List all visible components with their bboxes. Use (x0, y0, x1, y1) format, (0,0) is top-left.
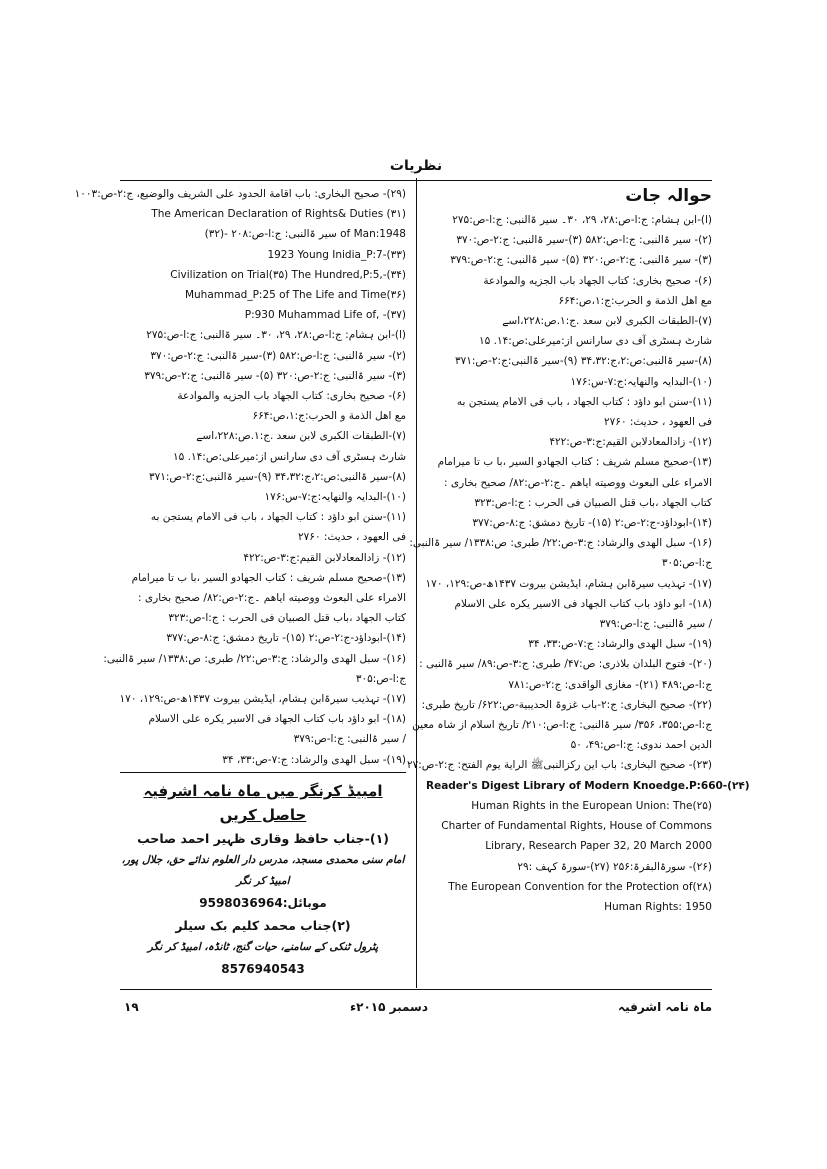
reference-line: The European Convention for the Protection of(۲۸) (448, 880, 712, 893)
reference-line: (۱۰)-البدایہ والنھایہ:ج:۷-س:۱۷۶ (570, 375, 712, 388)
reference-line: (۱۴)-ابوداؤد-ج:۲-ص:۲ (۱۵)- تاریخ دمشق: ج:۸-ص:۳۷۷ (166, 632, 406, 645)
reference-line: (۸)-سیر ۃالنبی:ص:۲،ج:۳۴،۳۲ (۹)-سیر ۃالنبی:ج:۲-ص:۳۷۱ (454, 355, 712, 368)
right-ltr-refs (426, 776, 750, 857)
reference-line: مع اهل الذمة و الحرب:ج:۱،ص:۶۶۴ (252, 410, 406, 423)
reference-line: (۱۳)-صحیح مسلم شریف : کتاب الجهادو السیر ،با ب تا میرامام (131, 571, 406, 584)
reference-line: الامراء علی البعوث ووصیته ایاهم ۔ج:۲-ص:۸۲/ صحیح بخاری : (138, 592, 406, 605)
reference-line: Human Rights: 1950 (604, 900, 712, 913)
page-number: ۱۹ (124, 1000, 139, 1014)
reference-line: (۲۹)- صحیح البخاری: باب اقامة الحدود علی الشریف والوضیع، ج:۲-ص:۱۰۰۳ (74, 188, 406, 200)
reference-line: The American Declaration of Rights& Duties (۳۱) (151, 208, 406, 221)
reference-line: (۲۶)- سورۃالبقرۃ:۲۵۶ (۲۷)-سورۃ کہف :۲۹ (517, 860, 712, 873)
right-refs-list (406, 210, 712, 776)
reference-line: ج:ا-ص:۳۰۵ (355, 672, 406, 685)
reference-line: (۷)-الطبقات الکبری لابن سعد .ج:۱.ص:۲۲۸،اسے (502, 315, 712, 328)
footer-rule (120, 989, 712, 990)
reference-line: (ا)-ابن ہشام: ج:ا-ص:۲۸، ۲۹، ۳۰۔ سیر ۃالنبی: ج:ا-ص:۲۷۵ (452, 214, 712, 226)
references-heading: حوالہ جات (625, 186, 712, 206)
reference-line: (۲۳)- صحیح البخاری: باب این رکزالنبیﷺ الرایة یوم الفتح: ج:۲-ص:۲۷ (406, 759, 712, 772)
reference-line: (۱۴)-ابوداؤد-ج:۲-ص:۲ (۱۵)- تاریخ دمشق: ج:۸-ص:۳۷۷ (472, 517, 712, 530)
reference-line: Reader's Digest Library of Modern Knoedge.P:660-(۲۴) (426, 779, 750, 792)
magazine-name: ماہ نامہ اشرفیہ (618, 1000, 712, 1014)
reference-line: Muhammad_P:25 of The Life and Time(۳۶) (184, 289, 406, 302)
reference-line: ج:ا-ص:۳۰۵ (661, 557, 712, 570)
reference-line: (۱۳)-صحیح مسلم شریف : کتاب الجهادو السیر ،با ب تا میرامام (437, 456, 712, 469)
page (74, 150, 750, 1020)
reference-line: P:930 Muhammad Life of, -(۳۷) (244, 309, 406, 322)
reference-line: کتاب الجهاد ،باب قتل الصبیان فی الحرب : ج:ا-ص:۳۲۳ (168, 612, 406, 625)
reference-line: (۱۲)- زادالمعادلابن القیم:ج:۳-ص:۴۲۲ (549, 436, 712, 449)
ad-address-2: پٹرول ٹنکی کے سامنے، حیات گنج، ٹانڈہ، امبیڈ کر نگر (147, 940, 379, 953)
reference-line: (۱۲)- زادالمعادلابن القیم:ج:۳-ص:۴۲۲ (243, 551, 406, 564)
reference-line: (۲)- سیر ۃالنبی: ج:ا-ص:۵۸۲ (۳)-سیر ۃالنبی: ج:۲-ص:۳۷۰ (150, 349, 406, 362)
reference-line: (۳۲)- سیر ۃالنبی: ج:ا-ص:۲۰۸ of Man:1948 (204, 228, 406, 241)
reference-line: (۱۶)- سبل الھدی والرشاد: ج:۳-ص:۲۲/ طبری: ص:۱۳۳۸/ سیر ۃالنبی: (103, 652, 406, 665)
reference-line: الدین احمد ندوی: ج:ا-ص:۴۹، ۵۰ (570, 739, 712, 752)
right-ltr-refs-2 (426, 877, 712, 917)
right-column (406, 184, 750, 917)
reference-line: (۱۹)- سبل الھدی والرشاد: ج:۷-ص:۳۳، ۳۴ (528, 638, 712, 651)
ad-rule (120, 772, 406, 773)
reference-line: (۳)- سیر ۃالنبی: ج:۲-ص:۳۲۰ (۵)- سیر ۃالنبی: ج:۲-ص:۳۷۹ (450, 254, 712, 267)
reference-line: کتاب الجهاد ،باب قتل الصبیان فی الحرب : ج:ا-ص:۳۲۳ (474, 496, 712, 509)
reference-line: 1923 Young Inidia_P:7-(۳۳) (267, 248, 406, 261)
ad-title: امبیڈ کرنگر میں ماہ نامہ اشرفیہ حاصل کریں (143, 781, 383, 824)
reference-line: (۲)- سیر ۃالنبی: ج:ا-ص:۵۸۲ (۳)-سیر ۃالنبی: ج:۲-ص:۳۷۰ (456, 234, 712, 247)
reference-line: (۱۹)- سبل الھدی والرشاد: ج:۷-ص:۳۳، ۳۴ (222, 753, 406, 766)
reference-line: (۱۶)- سبل الھدی والرشاد: ج:۳-ص:۲۲/ طبری: ص:۱۳۳۸/ سیر ۃالنبی: (409, 537, 712, 550)
left-ltr-refs (120, 204, 406, 325)
reference-line: Library, Research Paper 32, 20 March 2000 (485, 840, 712, 853)
left-column (74, 184, 406, 980)
reference-line: (۱۱)-سنن ابو داؤد : کتاب الجهاد ، باب فی الامام یستجن به (150, 511, 406, 524)
reference-line: (۱۷)- تہذیب سیرۃابن ہشام، ایڈیشن بیروت ۱۴۳۷ھ-ص:۱۲۹، ۱۷۰ (119, 693, 406, 706)
reference-line: / سیر ۃالنبی: ج:ا-ص:۳۷۹ (293, 733, 406, 746)
reference-line: فی العهود ، حدیث: ۲۷۶۰ (604, 416, 712, 429)
issue-date: دسمبر ۲۰۱۵ء (350, 1000, 428, 1014)
ad-phone-2: 8576940543 (221, 961, 305, 976)
reference-line: شارٹ ہسٹری آف دی سارانس از:میرعلی:ص:۱۴. ۱۵ (479, 335, 712, 348)
reference-line: فی العهود ، حدیث: ۲۷۶۰ (298, 531, 406, 544)
ad-contact-1: (۱)-جناب حافظ وقاری ظہیر احمد صاحب (137, 830, 389, 846)
reference-line: (۱۷)- تہذیب سیرۃابن ہشام، ایڈیشن بیروت ۱۴۳۷ھ-ص:۱۲۹، ۱۷۰ (425, 577, 712, 590)
page-footer (120, 992, 712, 1020)
reference-line: Charter of Fundamental Rights, House of Commons (441, 820, 712, 833)
reference-line: (۲۰)- فتوح البلدان بلاذری: ص:۴۷/ طبری: ج:۳-ص:۸۹/ سیر ۃالنبی : (419, 658, 712, 671)
reference-line: (۲۲)- صحیح البخاری: ج:۲-باب غزوۃ الحدیبیة-ص:۶۲۲/ تاریخ طبری: (421, 698, 712, 711)
ad-address-1: امام سنی محمدی مسجد، مدرس دار العلوم ندائے حق، جلال پور، امبیڈ کر نگر (121, 853, 405, 887)
page-header-title: نظریات (389, 158, 443, 174)
column-divider (416, 178, 417, 988)
reference-line: (۳)- سیر ۃالنبی: ج:۲-ص:۳۲۰ (۵)- سیر ۃالنبی: ج:۲-ص:۳۷۹ (144, 369, 406, 382)
reference-line: (۸)-سیر ۃالنبی:ص:۲،ج:۳۴،۳۲ (۹)-سیر ۃالنبی:ج:۲-ص:۳۷۱ (148, 470, 406, 483)
reference-line: (۷)-الطبقات الکبری لابن سعد .ج:۱.ص:۲۲۸،اسے (196, 430, 406, 443)
left-refs-list (103, 325, 406, 769)
ad-phone-1: موبائل:9598036964 (199, 895, 327, 910)
reference-line: Human Rights in the European Union: The(۲۵) (471, 799, 712, 812)
reference-line: (۱۱)-سنن ابو داؤد : کتاب الجهاد ، باب فی الامام یستجن به (456, 395, 712, 408)
reference-line: / سیر ۃالنبی: ج:ا-ص:۳۷۹ (599, 618, 712, 631)
reference-line: (۱۰)-البدایہ والنھایہ:ج:۷-س:۱۷۶ (264, 491, 406, 504)
reference-line: Civilization on Trial(۳۵) The Hundred,P:5,-(۳۴) (170, 268, 406, 281)
reference-line: مع اهل الذمة و الحرب:ج:۱،ص:۶۶۴ (558, 294, 712, 307)
reference-line: (۱۸)- ابو داؤد باب کتاب الجهاد فی الاسیر یکره علی الاسلام (148, 713, 406, 726)
reference-line: (۱۸)- ابو داؤد باب کتاب الجهاد فی الاسیر یکره علی الاسلام (454, 597, 712, 610)
reference-line: ج:ا-ص:۴۸۹ (۲۱)- مغازی الواقدی: ج:۲-ص:۷۸۱ (508, 678, 712, 691)
reference-line: ج:ا-ص:۳۵۵، ۳۵۶/ سیر ۃالنبی: ج:ا-ص:۲۱۰/ تاریخ اسلام از شاہ معین (412, 719, 712, 732)
reference-line: (۶)- صحیح بخاری: کتاب الجهاد باب الجزیه والموادعة (483, 274, 712, 287)
reference-line: (ا)-ابن ہشام: ج:ا-ص:۲۸، ۲۹، ۳۰۔ سیر ۃالنبی: ج:ا-ص:۲۷۵ (146, 329, 406, 342)
reference-line: (۶)- صحیح بخاری: کتاب الجهاد باب الجزیه والموادعة (177, 390, 406, 403)
reference-line: الامراء علی البعوث ووصیته ایاهم ۔ج:۲-ص:۸۲/ صحیح بخاری : (444, 476, 712, 489)
advertisement (120, 779, 406, 980)
ad-contact-2: (۲)جناب محمد کلیم بک سیلر (175, 917, 351, 933)
reference-line: شارٹ ہسٹری آف دی سارانس از:میرعلی:ص:۱۴. ۱۵ (173, 450, 406, 463)
